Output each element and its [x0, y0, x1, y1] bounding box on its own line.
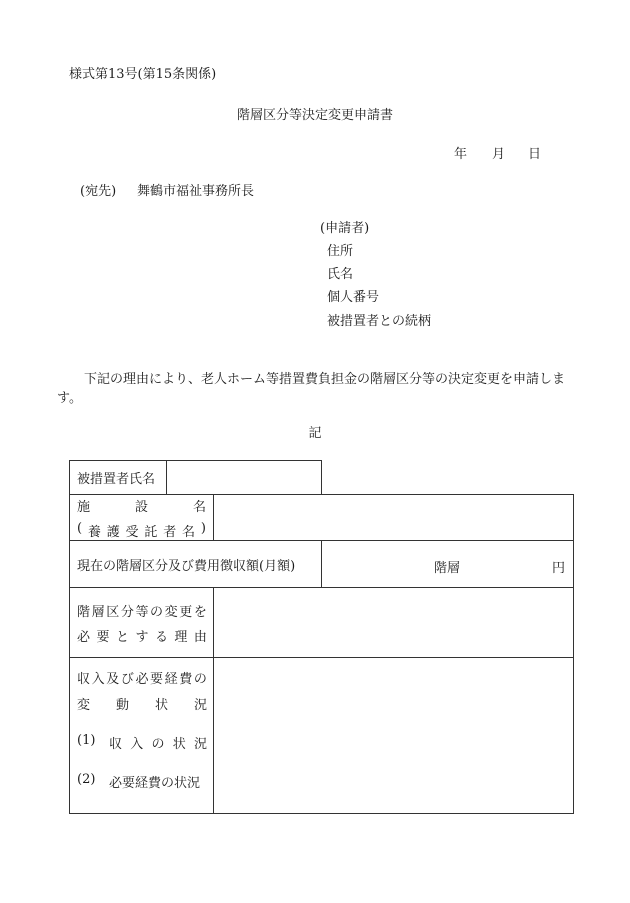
person-name-label: 被措置者氏名: [70, 461, 167, 495]
applicant-address-label: 住所: [327, 244, 354, 259]
yen-unit: 円: [551, 561, 565, 576]
income-change-label-line2: 変 動 状 況: [77, 698, 207, 713]
date-month: 月: [492, 147, 506, 162]
form-number: 様式第13号(第15条関係): [69, 67, 217, 82]
applicant-relationship-label: 被措置者との続柄: [327, 314, 432, 329]
application-table: [69, 494, 574, 814]
facility-sublabel: ( 養 護 受 託 者 名 ): [77, 520, 206, 540]
date-year: 年: [454, 147, 468, 162]
body-text: 下記の理由により、老人ホーム等措置費負担金の階層区分等の決定変更を申請します。: [57, 372, 566, 406]
date-line: [454, 148, 541, 161]
income-item-2: (2) 必要経費の状況: [77, 772, 201, 791]
facility-name-field[interactable]: [214, 495, 574, 541]
income-change-label-cell: [70, 658, 214, 814]
income-item-1: (1) 収 入 の 状 況: [77, 733, 207, 752]
addressee-name: 舞鶴市福祉事務所長: [137, 184, 255, 199]
addressee-label: (宛先): [80, 184, 117, 199]
ki-heading: 記: [308, 426, 322, 441]
applicant-id-number-label: 個人番号: [327, 290, 380, 305]
income-change-field[interactable]: [214, 658, 574, 814]
person-name-field[interactable]: [167, 461, 322, 495]
facility-name-label: 施 設 名: [77, 499, 206, 515]
applicant-header: (申請者): [320, 221, 370, 236]
facility-label-cell: [70, 495, 214, 541]
reason-field[interactable]: [214, 588, 574, 658]
current-level-label: 現在の階層区分及び費用徴収額(月額): [70, 541, 322, 588]
applicant-name-label: 氏名: [327, 267, 354, 282]
reason-label-line2: 必 要 と す る 理 由: [77, 629, 207, 645]
date-day: 日: [528, 147, 542, 162]
document-title: 階層区分等決定変更申請書: [236, 108, 393, 123]
reason-label-line1: 階 層 区 分 等 の 変 更 を: [77, 604, 207, 620]
current-level-field[interactable]: [322, 541, 574, 588]
level-unit: 階層: [434, 561, 461, 576]
income-change-label-line1: 収 入 及 び 必 要 経 費 の: [77, 672, 207, 687]
reason-label-cell: [70, 588, 214, 658]
person-name-table: [69, 460, 322, 495]
